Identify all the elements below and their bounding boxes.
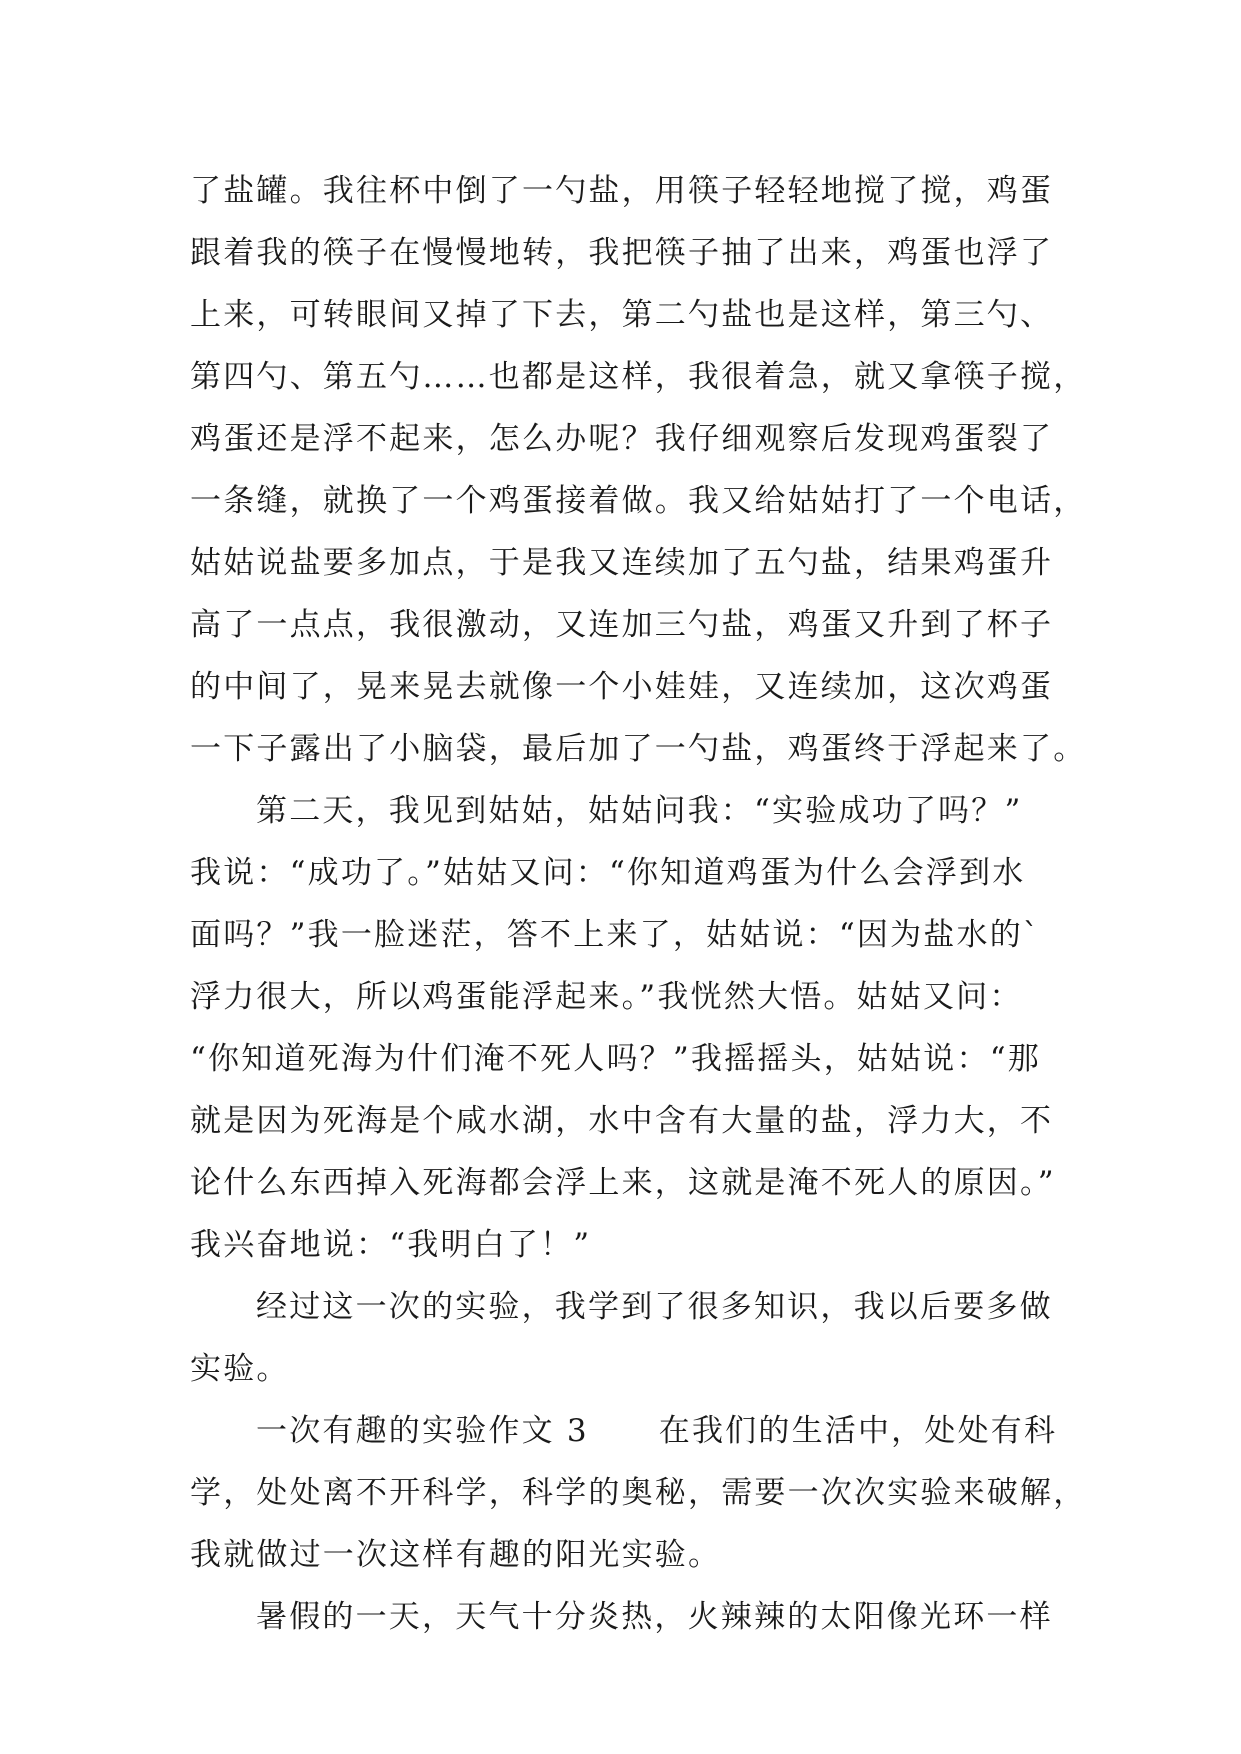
paragraph-1-line-4: 第四勺、第五勺……也都是这样，我很着急，就又拿筷子搅， xyxy=(190,359,1087,395)
paragraph-4-line-1 xyxy=(190,1400,1070,1462)
paragraph-4-line-2: 学，处处离不开科学，科学的奥秘，需要一次次实验来破解， xyxy=(190,1475,1087,1511)
paragraph-2-line-5: “你知道死海为什们淹不死人吗？”我摇摇头，姑姑说：“那 xyxy=(190,1041,1041,1077)
paragraph-3-line-2: 实验。 xyxy=(190,1351,290,1387)
paragraph-3-line-1: 经过这一次的实验，我学到了很多知识，我以后要多做 xyxy=(256,1289,1053,1325)
paragraph-2-line-6: 就是因为死海是个咸水湖，水中含有大量的盐，浮力大，不 xyxy=(190,1103,1054,1139)
paragraph-2-line-7: 论什么东西掉入死海都会浮上来，这就是淹不死人的原因。” xyxy=(190,1165,1056,1201)
essay-body xyxy=(190,160,1087,1648)
paragraph-2-line-8: 我兴奋地说：“我明白了！” xyxy=(190,1227,592,1263)
paragraph-1-line-9: 的中间了，晃来晃去就像一个小娃娃，又连续加，这次鸡蛋 xyxy=(190,669,1054,705)
paragraph-5-line-1: 暑假的一天，天气十分炎热，火辣辣的太阳像光环一样 xyxy=(256,1599,1053,1635)
paragraph-1-line-1: 了盐罐。我往杯中倒了一勺盐，用筷子轻轻地搅了搅，鸡蛋 xyxy=(190,173,1054,209)
paragraph-1-line-3: 上来，可转眼间又掉了下去，第二勺盐也是这样，第三勺、 xyxy=(190,297,1054,333)
paragraph-1-line-7: 姑姑说盐要多加点，于是我又连续加了五勺盐，结果鸡蛋升 xyxy=(190,545,1054,581)
paragraph-2-line-4: 浮力很大，所以鸡蛋能浮起来。”我恍然大悟。姑姑又问： xyxy=(190,979,1023,1015)
paragraph-4-line-3: 我就做过一次这样有趣的阳光实验。 xyxy=(190,1537,722,1573)
paragraph-1-line-2: 跟着我的筷子在慢慢地转，我把筷子抽了出来，鸡蛋也浮了 xyxy=(190,235,1054,271)
paragraph-4-first-text: 在我们的生活中，处处有科 xyxy=(658,1413,1058,1449)
paragraph-2-line-1: 第二天，我见到姑姑，姑姑问我：“实验成功了吗？” xyxy=(256,793,1023,829)
paragraph-1-line-10: 一下子露出了小脑袋，最后加了一勺盐，鸡蛋终于浮起来了。 xyxy=(190,731,1087,767)
paragraph-1-line-6: 一条缝，就换了一个鸡蛋接着做。我又给姑姑打了一个电话， xyxy=(190,483,1087,519)
paragraph-2-line-2: 我说：“成功了。”姑姑又问：“你知道鸡蛋为什么会浮到水 xyxy=(190,855,1026,891)
section-title: 一次有趣的实验作文 3 xyxy=(256,1413,589,1449)
paragraph-1-line-8: 高了一点点，我很激动，又连加三勺盐，鸡蛋又升到了杯子 xyxy=(190,607,1054,643)
paragraph-2-line-3: 面吗？”我一脸迷茫，答不上来了，姑姑说：“因为盐水的` xyxy=(190,917,1041,953)
paragraph-1-line-5: 鸡蛋还是浮不起来，怎么办呢？我仔细观察后发现鸡蛋裂了 xyxy=(190,421,1054,457)
